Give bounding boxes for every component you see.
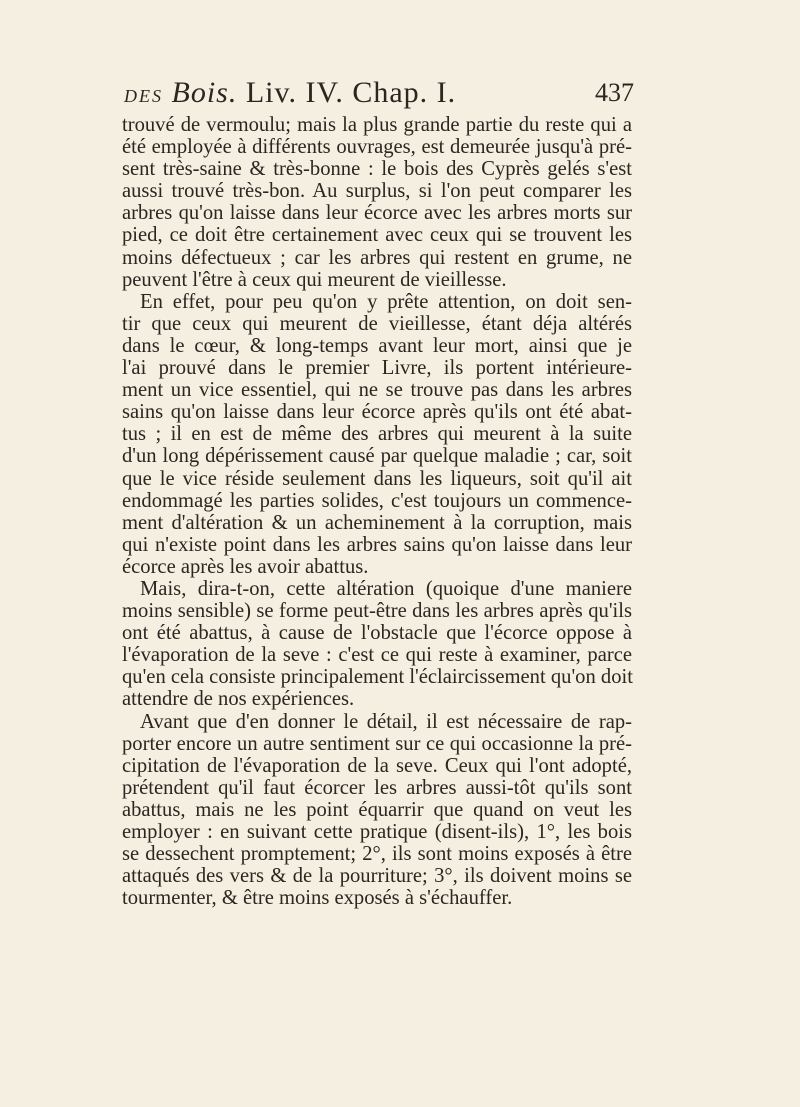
- text-line: porter encore un autre sentiment sur ce qui occasionne la pré-: [122, 732, 632, 755]
- text-line: ont été abattus, à cause de l'obstacle que l'écorce oppose à: [122, 622, 632, 645]
- text-line: qui n'existe point dans les arbres sains qu'on laisse dans leur: [122, 533, 632, 556]
- text-line: cipitation de l'évaporation de la seve. Ceux qui l'ont adopté,: [122, 754, 632, 777]
- text-line: d'un long dépérissement causé par quelque maladie ; car, soit: [122, 445, 632, 468]
- text-line: En effet, pour peu qu'on y prête attention, on doit sen-: [140, 290, 632, 313]
- page-number: 437: [595, 78, 634, 107]
- text-line: moins défectueux ; car les arbres qui restent en grume, ne: [122, 246, 632, 269]
- text-line: aussi trouvé très-bon. Au surplus, si l'on peut comparer les: [122, 180, 632, 203]
- text-line: se dessechent promptement; 2°, ils sont moins exposés à être: [122, 843, 632, 866]
- text-line: peuvent l'être à ceux qui meurent de vieillesse.: [122, 268, 507, 291]
- text-line: écorce après les avoir abattus.: [122, 555, 369, 578]
- text-line: que le vice réside seulement dans les liqueurs, soit qu'il ait: [122, 467, 632, 490]
- text-line: tourmenter, & être moins exposés à s'échauffer.: [122, 887, 513, 910]
- text-line: prétendent qu'il faut écorcer les arbres aussi-tôt qu'ils sont: [122, 776, 632, 799]
- text-line: Mais, dira-t-on, cette altération (quoique d'une maniere: [140, 577, 632, 600]
- text-line: pied, ce doit être certainement avec ceux qui se trouvent les: [122, 224, 632, 247]
- text-line: ment d'altération & un acheminement à la corruption, mais: [122, 511, 632, 534]
- running-title-main: Bois.: [171, 76, 238, 109]
- text-line: abattus, mais ne les point équarrir que quand on veut les: [122, 798, 632, 821]
- body-text: [122, 114, 632, 909]
- text-line: l'ai prouvé dans le premier Livre, ils portent intérieure-: [122, 357, 632, 380]
- text-line: été employée à différents ouvrages, est demeurée jusqu'à pré-: [122, 136, 632, 159]
- text-line: endommagé les parties solides, c'est toujours un commence-: [122, 489, 632, 512]
- running-title-prefix: DES: [124, 86, 163, 106]
- text-line: trouvé de vermoulu; mais la plus grande partie du reste qui a: [122, 114, 632, 136]
- text-line: ment un vice essentiel, qui ne se trouve pas dans les arbres: [122, 379, 632, 402]
- text-line: attaqués des vers & de la pourriture; 3°, ils doivent moins se: [122, 865, 632, 888]
- text-line: tus ; il en est de même des arbres qui meurent à la suite: [122, 423, 632, 446]
- text-line: sains qu'on laisse dans leur écorce après qu'ils ont été abat-: [122, 401, 632, 424]
- text-line: moins sensible) se forme peut-être dans les arbres après qu'ils: [122, 600, 632, 623]
- running-title-section: Liv. IV. Chap. I.: [245, 76, 457, 109]
- text-line: dans le cœur, & long-temps avant leur mort, ainsi que je: [122, 334, 632, 357]
- running-title: [124, 76, 456, 110]
- text-line: employer : en suivant cette pratique (disent-ils), 1°, les bois: [122, 821, 632, 843]
- text-line: qu'en cela consiste principalement l'éclaircissement qu'on doit: [122, 666, 633, 689]
- text-line: attendre de nos expériences.: [122, 688, 355, 711]
- text-line: l'évaporation de la seve : c'est ce qui reste à examiner, parce: [122, 644, 632, 667]
- text-line: Avant que d'en donner le détail, il est nécessaire de rap-: [140, 710, 632, 733]
- running-head: [124, 76, 634, 116]
- text-line: tir que ceux qui meurent de vieillesse, étant déja altérés: [122, 312, 632, 335]
- text-line: sent très-saine & très-bonne : le bois des Cyprès gelés s'est: [122, 158, 632, 181]
- text-line: arbres qu'on laisse dans leur écorce avec les arbres morts sur: [122, 202, 632, 225]
